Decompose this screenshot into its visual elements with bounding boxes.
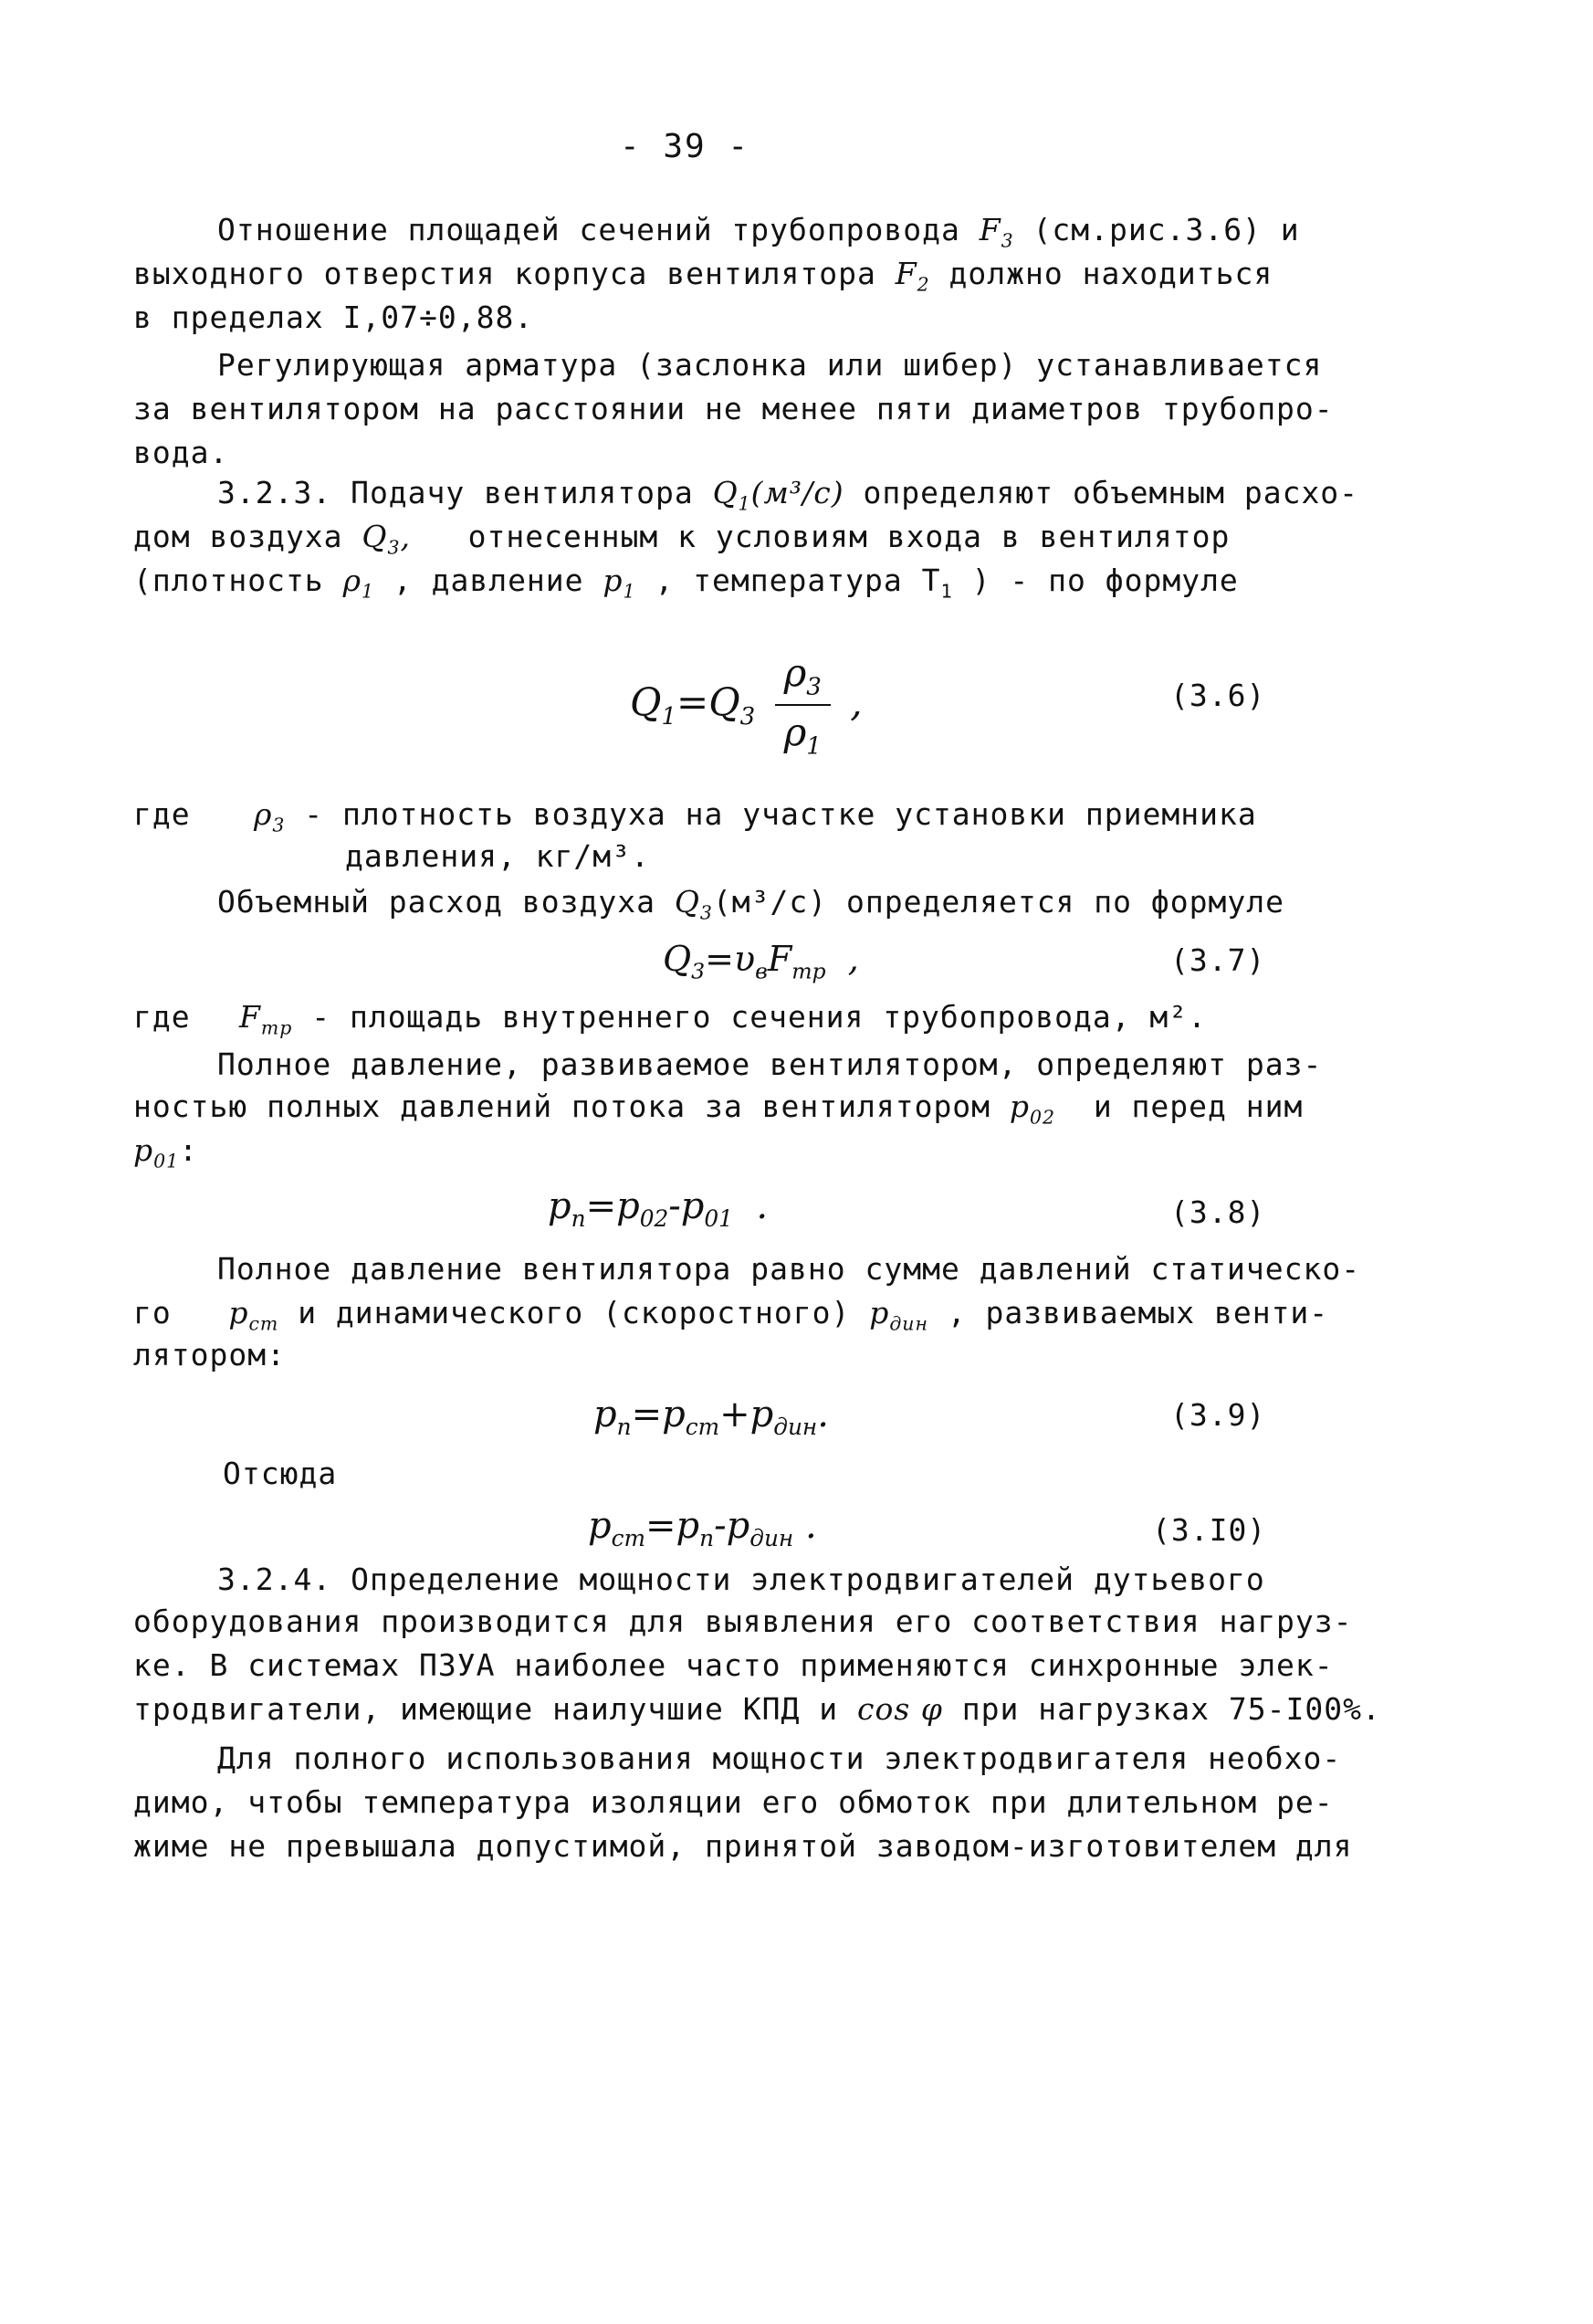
text: должно находиться — [948, 256, 1273, 291]
text: (плотность — [133, 563, 324, 598]
paragraph-1-line-2 — [133, 256, 1273, 303]
equation-3-6: $Q_1=Q_3$ $\frac{\rho_3}{\rho_1}$ , — [630, 650, 863, 761]
paragraph-7-line-2: оборудования производится для выявления его соответствия нагруз- — [133, 1604, 1353, 1639]
paragraph-2-line-2: за вентилятором на расстоянии не менее пяти диаметров трубопро- — [133, 391, 1334, 426]
paragraph-8-line-3: жиме не превышала допустимой, принятой заводом-изготовителем для — [133, 1828, 1353, 1864]
symbol-q1: $Q_1(м^3/с)$ — [712, 475, 844, 515]
symbol-p02: $p_{02}$ — [1009, 1088, 1056, 1129]
text: и динамического (скоростного) — [298, 1295, 851, 1330]
paragraph-5-line-2 — [133, 1088, 1303, 1136]
paragraph-1-line-1 — [217, 212, 1300, 259]
paragraph-2-line-1: Регулирующая арматура (заслонка или шибер) устанавливается — [217, 347, 1323, 383]
paragraph-3-line-1 — [217, 475, 1358, 522]
equation-number-3-8: (3.8) — [1170, 1194, 1266, 1230]
where-1-line-1 — [254, 796, 1257, 844]
text: ) - по формуле — [971, 563, 1239, 598]
symbol-f2: $F_2$ — [895, 256, 930, 296]
symbol-p01: $p_{01}$ — [133, 1132, 180, 1173]
text: - площадь внутреннего сечения трубопровода, м². — [311, 999, 1208, 1035]
text: выходного отверстия корпуса вентилятора — [133, 256, 876, 291]
text: , давление — [393, 563, 584, 598]
symbol-p1: $p_1$ — [603, 563, 636, 603]
symbol-pst: $p_{ст}$ — [228, 1295, 279, 1335]
text: и перед ним — [1093, 1088, 1304, 1124]
paragraph-7-line-4 — [133, 1691, 1381, 1728]
otsyuda-text: Отсюда — [223, 1456, 338, 1491]
paragraph-1-line-3: в пределах I,07÷0,88. — [133, 300, 534, 335]
text: дом воздуха — [133, 519, 343, 554]
text: при нагрузках 75-I00%. — [961, 1691, 1381, 1727]
symbol-f3: $F_3$ — [979, 212, 1014, 252]
equation-number-3-10: (3.I0) — [1152, 1512, 1267, 1548]
text: Объемный расход воздуха — [217, 884, 655, 920]
equation-number-3-6: (3.6) — [1170, 678, 1266, 713]
equation-3-10: $p_{ст}=p_п-p_{дин}$ . — [588, 1505, 817, 1551]
paragraph-2-line-3: вода. — [133, 435, 229, 470]
text: - плотность воздуха на участке установки приемника — [304, 796, 1257, 832]
where-2-line — [239, 999, 1207, 1046]
text: тродвигатели, имеющие наилучшие КПД и — [133, 1691, 839, 1727]
paragraph-5-line-1: Полное давление, развиваемое вентилятором, определяют раз- — [217, 1046, 1323, 1082]
equation-3-9: $p_п=p_{ст}+p_{дин}$. — [593, 1393, 829, 1440]
paragraph-3-line-2 — [133, 519, 1230, 566]
symbol-q3: $Q_3$ — [674, 884, 713, 924]
paragraph-3-line-3 — [133, 563, 1239, 610]
page-number: - 39 - — [619, 128, 750, 165]
paragraph-5-line-3: $p_{01}$: — [133, 1132, 199, 1173]
symbol-rho3: $\rho_3$ — [254, 796, 286, 836]
paragraph-6-line-1: Полное давление вентилятора равно сумме давлений статическо- — [217, 1251, 1361, 1287]
symbol-q3: $Q_3$, — [362, 519, 411, 559]
paragraph-8-line-1: Для полного использования мощности электродвигателя необхо- — [217, 1740, 1342, 1776]
text: ностью полных давлений потока за вентилятором — [133, 1088, 991, 1124]
fraction: $\frac{\rho_3}{\rho_1}$ — [775, 650, 831, 761]
equation-3-8: $p_п=p_{02}-p_{01}$ . — [548, 1185, 769, 1232]
where-label: где — [133, 796, 191, 832]
paragraph-8-line-2: димо, чтобы температура изоляции его обмоток при длительном ре- — [133, 1784, 1334, 1820]
symbol-rho1: $\rho_1$ — [342, 563, 374, 603]
text: Отношение площадей сечений трубопровода — [217, 212, 960, 247]
where-label: где — [133, 999, 191, 1035]
unit: (м³/с) — [712, 884, 828, 920]
text: определяют объемным расхо- — [863, 475, 1359, 510]
paragraph-6-line-3: лятором: — [133, 1337, 286, 1372]
text: , температура — [655, 563, 903, 598]
text: отнесенным к условиям входа в вентилятор — [467, 519, 1231, 554]
text: 3.2.3. Подачу вентилятора — [217, 475, 694, 510]
paragraph-7-line-3: ке. В системах ПЗУА наиболее часто применяются синхронные элек- — [133, 1647, 1334, 1683]
text: определяется по формуле — [846, 884, 1284, 920]
equation-3-7: $Q_3=\upsilon_вF_{тр}$ , — [663, 939, 859, 984]
text: , развиваемых венти- — [947, 1295, 1329, 1330]
symbol-pdin: $p_{дин}$ — [869, 1295, 928, 1335]
equation-number-3-9: (3.9) — [1170, 1397, 1266, 1433]
symbol-ftr: $F_{тр}$ — [239, 999, 293, 1039]
equation-number-3-7: (3.7) — [1170, 942, 1266, 978]
paragraph-6-line-2 — [133, 1295, 1328, 1342]
text: (см.рис.3.6) и — [1032, 212, 1300, 247]
paragraph-4 — [217, 884, 1284, 931]
paragraph-7-line-1: 3.2.4. Определение мощности электродвигателей дутьевого — [217, 1562, 1265, 1597]
where-1-line-2: давления, кг/м³. — [345, 838, 650, 874]
symbol-t1: $T_1$ — [921, 563, 953, 603]
text: го — [133, 1295, 172, 1330]
symbol-cos-phi: cos φ — [856, 1691, 943, 1727]
